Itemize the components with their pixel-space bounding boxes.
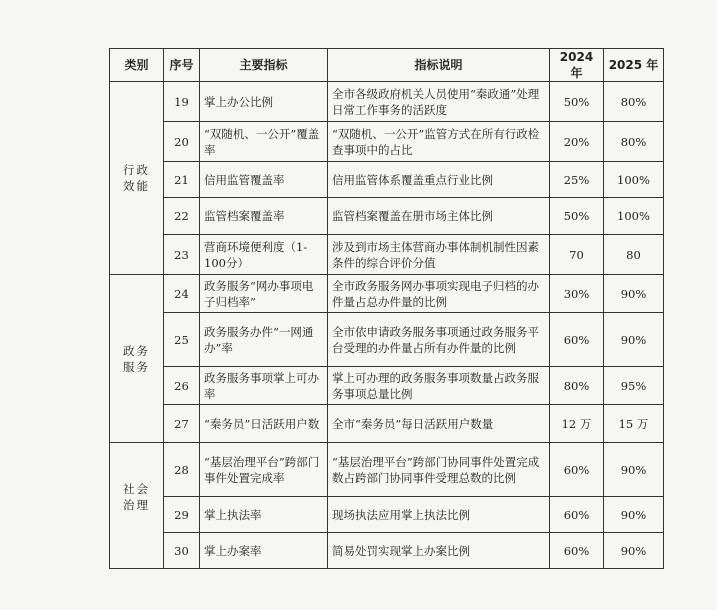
table-row [110, 82, 664, 122]
row-number: 23 [164, 235, 200, 275]
row-value-2024: 50% [550, 82, 604, 122]
row-indicator: 掌上办案率 [200, 533, 328, 569]
row-value-2025: 90% [604, 533, 664, 569]
row-value-2024: 30% [550, 275, 604, 313]
row-indicator: 政务服务事项掌上可办率 [200, 367, 328, 405]
row-number: 19 [164, 82, 200, 122]
table-row [110, 367, 664, 405]
table-row [110, 533, 664, 569]
header-2024: 2024 年 [550, 49, 604, 82]
row-value-2024: 60% [550, 497, 604, 533]
row-number: 29 [164, 497, 200, 533]
row-indicator: 政务服务“网办事项电子归档率” [200, 275, 328, 313]
row-value-2025: 100% [604, 162, 664, 198]
row-number: 28 [164, 443, 200, 497]
row-indicator: 掌上执法率 [200, 497, 328, 533]
table-row [110, 275, 664, 313]
row-number: 24 [164, 275, 200, 313]
header-2025: 2025 年 [604, 49, 664, 82]
table-row [110, 497, 664, 533]
row-number: 27 [164, 405, 200, 443]
row-value-2024: 60% [550, 313, 604, 367]
table-row [110, 162, 664, 198]
row-value-2025: 90% [604, 275, 664, 313]
row-value-2025: 80 [604, 235, 664, 275]
row-value-2024: 60% [550, 533, 604, 569]
category-social-governance: 社会 治理 [110, 443, 164, 569]
row-value-2024: 70 [550, 235, 604, 275]
row-value-2024: 25% [550, 162, 604, 198]
row-number: 30 [164, 533, 200, 569]
row-value-2024: 80% [550, 367, 604, 405]
row-description: 简易处罚实现掌上办案比例 [328, 533, 550, 569]
table-header-row [110, 49, 664, 82]
row-description: 全市“秦务员”每日活跃用户数量 [328, 405, 550, 443]
row-description: 全市政务服务网办事项实现电子归档的办件量占总办件量的比例 [328, 275, 550, 313]
row-indicator: “基层治理平台”跨部门事件处置完成率 [200, 443, 328, 497]
row-value-2024: 60% [550, 443, 604, 497]
table-row [110, 235, 664, 275]
row-number: 20 [164, 122, 200, 162]
row-indicator: 政务服务办件“一网通办”率 [200, 313, 328, 367]
row-description: 监管档案覆盖在册市场主体比例 [328, 198, 550, 235]
header-category: 类别 [110, 49, 164, 82]
row-description: “双随机、一公开”监管方式在所有行政检查事项中的占比 [328, 122, 550, 162]
row-description: 涉及到市场主体营商办事体制机制性因素条件的综合评价分值 [328, 235, 550, 275]
row-description: 全市各级政府机关人员使用“秦政通”处理日常工作事务的活跃度 [328, 82, 550, 122]
row-indicator: 监管档案覆盖率 [200, 198, 328, 235]
row-value-2024: 20% [550, 122, 604, 162]
row-value-2025: 90% [604, 313, 664, 367]
row-value-2024: 12 万 [550, 405, 604, 443]
row-description: 信用监管体系覆盖重点行业比例 [328, 162, 550, 198]
row-number: 26 [164, 367, 200, 405]
table-row [110, 405, 664, 443]
row-value-2025: 90% [604, 443, 664, 497]
row-value-2025: 90% [604, 497, 664, 533]
row-description: 全市依申请政务服务事项通过政务服务平台受理的办件量占所有办件量的比例 [328, 313, 550, 367]
row-description: 现场执法应用掌上执法比例 [328, 497, 550, 533]
row-value-2025: 100% [604, 198, 664, 235]
row-value-2025: 95% [604, 367, 664, 405]
header-indicator: 主要指标 [200, 49, 328, 82]
row-number: 22 [164, 198, 200, 235]
table-row [110, 313, 664, 367]
indicator-table [109, 48, 664, 569]
category-admin-efficiency: 行政 效能 [110, 82, 164, 275]
table-row [110, 443, 664, 497]
category-government-service: 政务 服务 [110, 275, 164, 443]
row-indicator: “双随机、一公开”覆盖率 [200, 122, 328, 162]
row-value-2025: 80% [604, 122, 664, 162]
row-value-2025: 80% [604, 82, 664, 122]
row-number: 25 [164, 313, 200, 367]
row-indicator: 信用监管覆盖率 [200, 162, 328, 198]
row-description: “基层治理平台”跨部门协同事件处置完成数占跨部门协同事件受理总数的比例 [328, 443, 550, 497]
row-description: 掌上可办理的政务服务事项数量占政务服务事项总量比例 [328, 367, 550, 405]
table-row [110, 198, 664, 235]
header-number: 序号 [164, 49, 200, 82]
row-indicator: 营商环境便利度（1-100分） [200, 235, 328, 275]
row-indicator: 掌上办公比例 [200, 82, 328, 122]
table-row [110, 122, 664, 162]
row-number: 21 [164, 162, 200, 198]
header-description: 指标说明 [328, 49, 550, 82]
row-value-2025: 15 万 [604, 405, 664, 443]
row-indicator: “秦务员”日活跃用户数 [200, 405, 328, 443]
row-value-2024: 50% [550, 198, 604, 235]
